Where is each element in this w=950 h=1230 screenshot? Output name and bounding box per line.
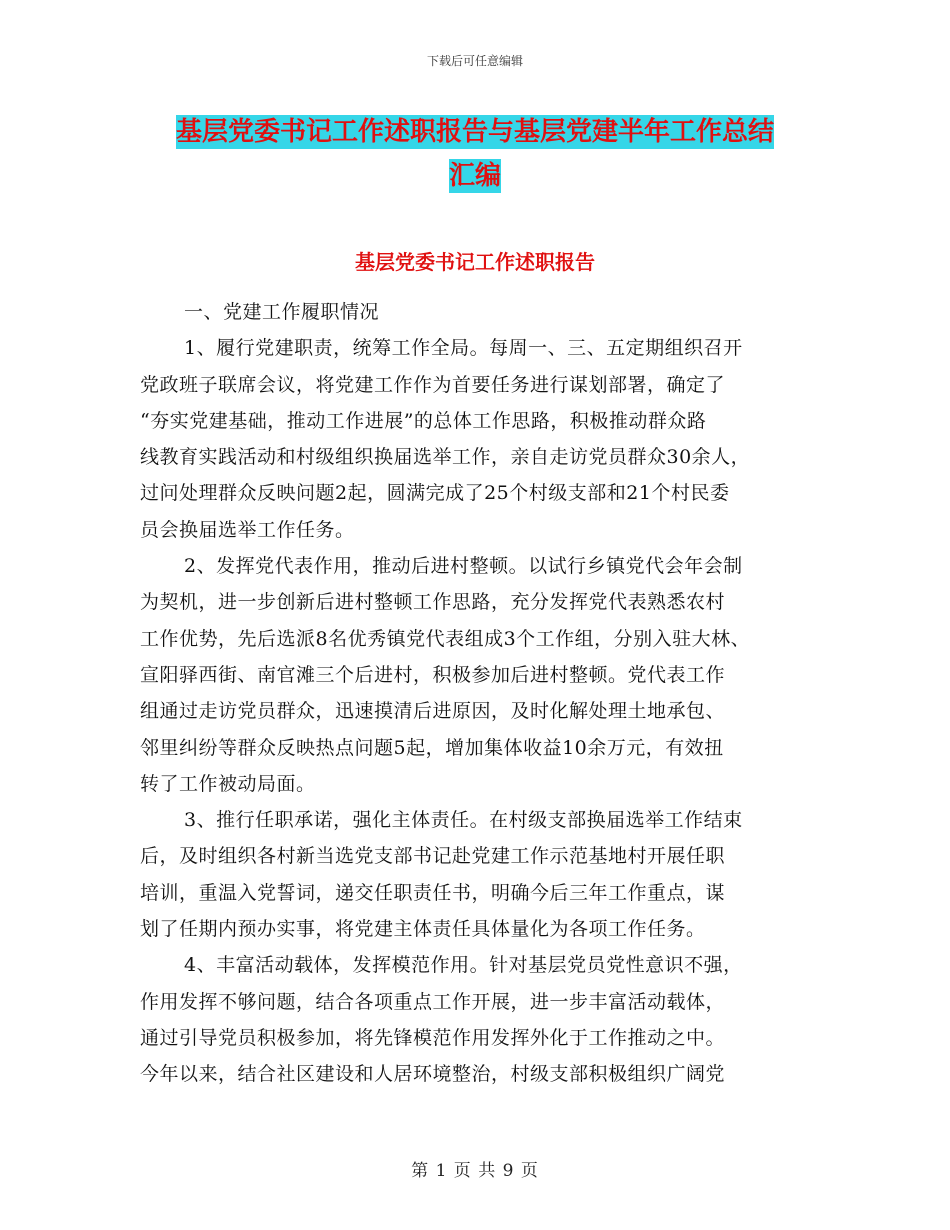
paragraph-line: 4、丰富活动载体，发挥模范作用。针对基层党员党性意识不强，	[184, 954, 743, 977]
paragraph-line: 划了任期内预办实事，将党建主体责任具体量化为各项工作任务。	[140, 918, 706, 941]
document-title-line-1: 基层党委书记工作述职报告与基层党建半年工作总结	[175, 117, 774, 147]
paragraph-line: 员会换届选举工作任务。	[140, 518, 355, 541]
document-title	[120, 110, 830, 198]
document-body	[140, 294, 830, 1093]
paragraph-line: 转了工作被动局面。	[140, 772, 316, 795]
paragraph-line: 党政班子联席会议，将党建工作作为首要任务进行谋划部署，确定了	[140, 373, 726, 396]
paragraph-line: 线教育实践活动和村级组织换届选举工作，亲自走访党员群众30余人，	[140, 446, 751, 469]
heading-line: 一、党建工作履职情况	[184, 301, 380, 323]
paragraph-line: 通过引导党员积极参加，将先锋模范作用发挥外化于工作推动之中。	[140, 1026, 726, 1049]
paragraph-line: “夯实党建基础，推动工作进展”的总体工作思路，积极推动群众路	[140, 409, 707, 432]
paragraph-line: 今年以来，结合社区建设和人居环境整治，村级支部积极组织广阔党	[140, 1063, 726, 1086]
paragraph-line: 宣阳驿西街、南官滩三个后进村，积极参加后进村整顿。党代表工作	[140, 663, 726, 686]
paragraph-line: 组通过走访党员群众，迅速摸清后进原因，及时化解处理土地承包、	[140, 700, 726, 723]
section-title: 基层党委书记工作述职报告	[355, 250, 595, 274]
paragraph-line: 1、履行党建职责，统筹工作全局。每周一、三、五定期组织召开	[184, 337, 743, 360]
paragraph-line: 邻里纠纷等群众反映热点问题5起，增加集体收益10余万元，有效扭	[140, 736, 724, 759]
header-note: 下载后可任意编辑	[426, 54, 523, 68]
paragraph-line: 为契机，进一步创新后进村整顿工作思路，充分发挥党代表熟悉农村	[140, 591, 726, 614]
paragraph-line: 作用发挥不够问题，结合各项重点工作开展，进一步丰富活动载体，	[140, 990, 726, 1013]
paragraph-line: 过问处理群众反映问题2起，圆满完成了25个村级支部和21个村民委	[140, 482, 730, 505]
paragraph-line: 3、推行任职承诺，强化主体责任。在村级支部换届选举工作结束	[184, 809, 743, 832]
paragraph-line: 培训，重温入党誓词，递交任职责任书，明确今后三年工作重点，谋	[140, 881, 726, 904]
page-number: 第 1 页 共 9 页	[411, 1161, 539, 1181]
paragraph-line: 后，及时组织各村新当选党支部书记赴党建工作示范基地村开展任职	[140, 845, 726, 868]
paragraph-line: 工作优势，先后选派8名优秀镇党代表组成3个工作组，分别入驻大林、	[140, 627, 751, 650]
paragraph-line: 2、发挥党代表作用，推动后进村整顿。以试行乡镇党代会年会制	[184, 555, 743, 578]
document-title-line-2: 汇编	[448, 161, 501, 191]
